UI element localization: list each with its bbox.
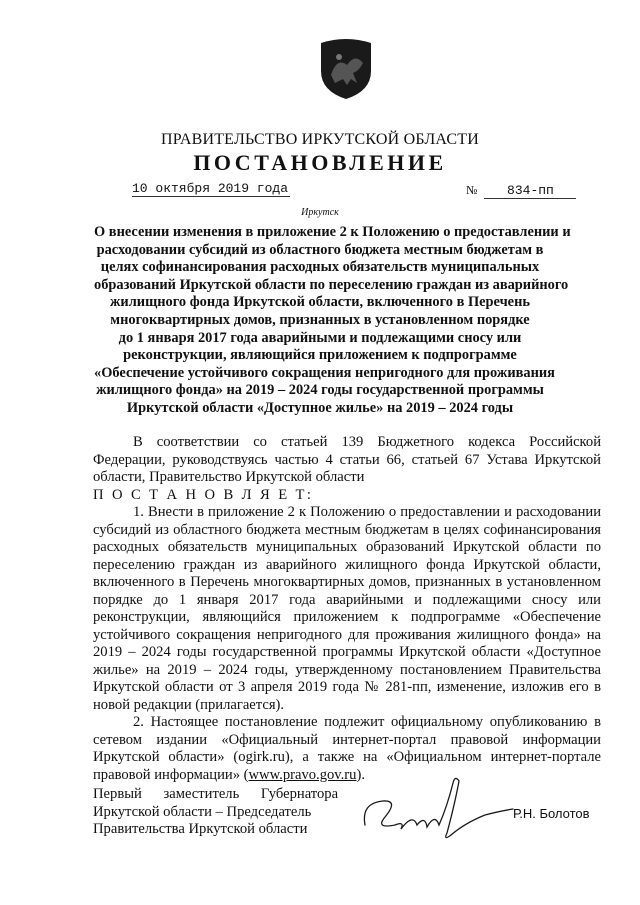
heading-line: «Обеспечение устойчивого сокращения непригодного для проживания <box>94 364 555 381</box>
city-name: Иркутск <box>301 207 339 218</box>
heading-line: до 1 января 2017 года аварийными и подлежащими сносу или <box>118 329 522 346</box>
date-value: 10 октября 2019 года <box>132 181 289 196</box>
heading-line: реконструкции, являющийся приложением к подпрограмме <box>123 347 517 364</box>
number-value: 834-пп <box>484 183 576 199</box>
document-body <box>93 434 601 784</box>
heading-line: расходовании субсидий из областного бюджета местным бюджетам в <box>96 241 544 258</box>
item-2-end: ). <box>356 766 365 783</box>
government-name: ПРАВИТЕЛЬСТВО ИРКУТСКОЙ ОБЛАСТИ <box>161 131 479 148</box>
item-2-text: 2. Настоящее постановление подлежит официальному опубликованию в сетевом издании «Официальный интернет-портал правовой информации Иркутской области» (ogirk.ru), а также на «Официальном интернет-портале правовой информации» ( <box>93 714 601 783</box>
signatory-title <box>93 786 338 839</box>
signatory-name: Р.Н. Болотов <box>513 806 590 821</box>
number-label: № <box>466 183 478 197</box>
heading-line: образований Иркутской области по переселению граждан из аварийного <box>94 276 569 293</box>
signatory-line <box>93 786 338 804</box>
item-2-paragraph <box>93 714 601 784</box>
decree-word: П О С Т А Н О В Л Я Е Т: <box>93 486 314 503</box>
document-type-title: ПОСТАНОВЛЕНИЕ <box>193 150 447 175</box>
heading-line: жилищного фонда» на 2019 – 2024 годы государственной программы <box>96 382 544 399</box>
heading-line: многоквартирных домов, признанных в установленном порядке <box>110 311 530 328</box>
signatory-line: Иркутской области – Председатель <box>93 803 312 820</box>
heading-line: Иркутской области «Доступное жилье» на 2019 – 2024 годы <box>126 399 514 416</box>
handwritten-signature <box>355 773 515 843</box>
item-1-paragraph: 1. Внести в приложение 2 к Положению о предоставлении и расходовании субсидий из областного бюджета местным бюджетам в целях софинансирования расходных обязательств муниципальных образований Иркутской области по переселению граждан из аварийного жилищного фонда Иркутской области, включенного в Перечень многоквартирных домов, признанных в установленном порядке до 1 января 2017 года аварийными и подлежащими сносу или реконструкции, являющийся приложением к подпрограмме «Обеспечение устойчивого сокращения непригодного для проживания жилищного фонда» на 2019 – 2024 годы государственной программы Иркутской области «Доступное жилье» на 2019 – 2024 годы, утвержденному постановлением Правительства Иркутской области от 3 апреля 2019 года № 281-пп, изменение, изложив его в новой редакции (прилагается). <box>93 504 601 713</box>
heading-line: жилищного фонда Иркутской области, включенного в Перечень <box>110 294 530 311</box>
pravo-link[interactable]: www.pravo.gov.ru <box>248 766 357 783</box>
preamble-paragraph: В соответствии со статьей 139 Бюджетного кодекса Российской Федерации, руководствуясь частью 4 статьи 66, статьей 67 Устава Иркутской области, Правительство Иркутской области <box>93 434 601 485</box>
heading-line: целях софинансирования расходных обязательств муниципальных <box>100 259 540 276</box>
coat-of-arms-emblem <box>317 35 375 101</box>
signatory-line: Правительства Иркутской области <box>93 821 308 837</box>
document-heading <box>94 224 571 418</box>
document-number <box>466 183 576 199</box>
document-date <box>132 181 290 197</box>
heading-line: О внесении изменения в приложение 2 к Положению о предоставлении и <box>94 224 571 240</box>
signatory-line-text: Первый заместитель Губернатора <box>93 786 339 802</box>
